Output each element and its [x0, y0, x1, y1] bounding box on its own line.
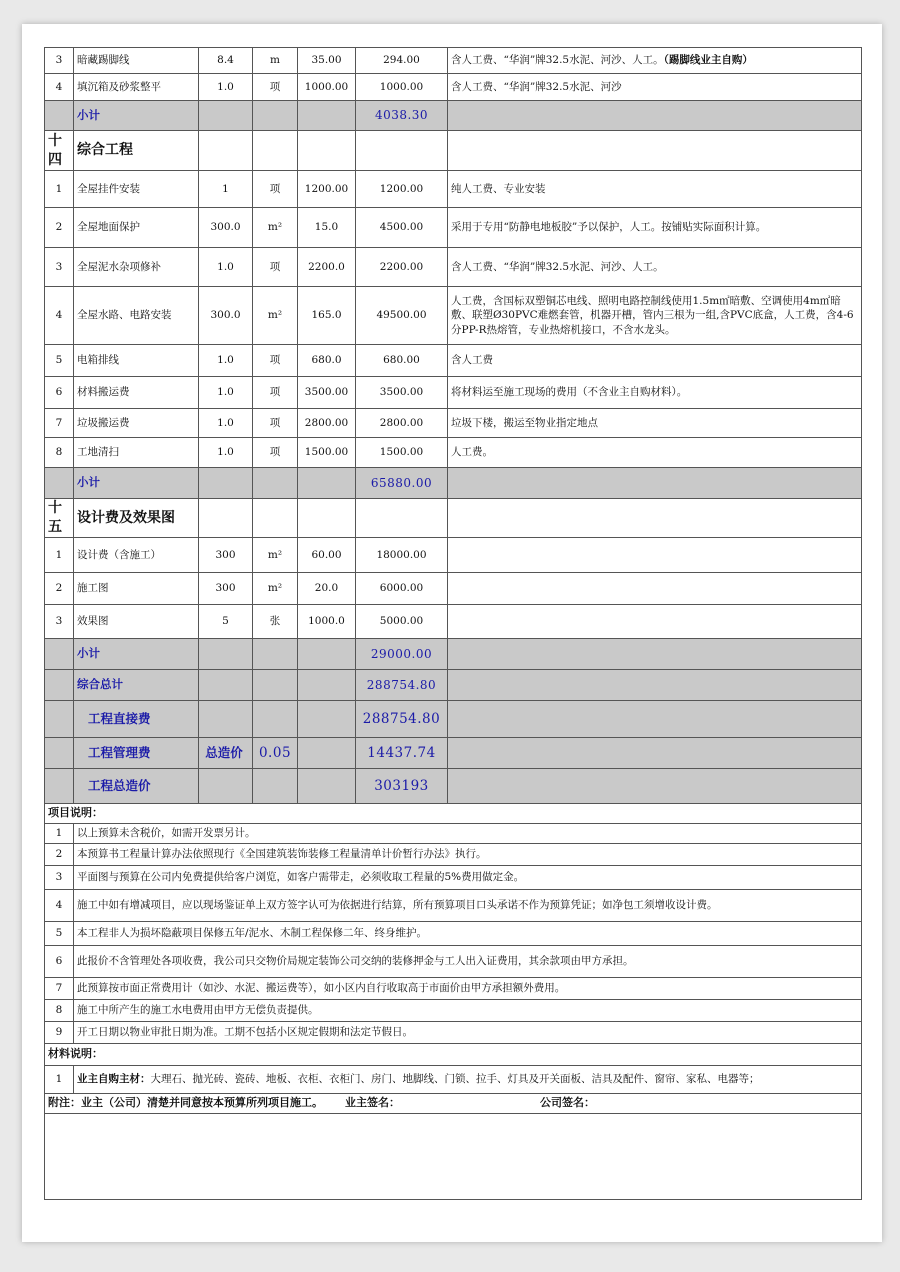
item-desc — [448, 438, 862, 468]
subtotal-row — [45, 701, 862, 738]
subtotal-row — [45, 468, 862, 499]
item-qty: 1.0 — [199, 377, 253, 409]
item-price: 3500.00 — [298, 377, 356, 409]
note-row — [45, 824, 862, 844]
footer-cell — [45, 1094, 862, 1114]
subtotal-label: 工程直接费 — [74, 701, 199, 738]
item-amount: 680.00 — [356, 345, 448, 377]
item-desc — [448, 377, 862, 409]
subtotal-amount: 4038.30 — [356, 101, 448, 131]
item-qty: 300.0 — [199, 287, 253, 345]
note-row — [45, 922, 862, 946]
item-unit: 项 — [253, 171, 298, 208]
item-qty: 1.0 — [199, 345, 253, 377]
material-row — [45, 1066, 862, 1094]
note-row — [45, 866, 862, 890]
section-header — [45, 499, 862, 538]
footer-note: 附注：业主（公司）清楚并同意按本预算所列项目施工。 — [48, 1096, 323, 1110]
item-desc-text: 含人工费、“华润”牌32.5水泥、河沙、人工。 — [451, 54, 664, 67]
item-qty: 8.4 — [199, 48, 253, 74]
item-price: 2800.00 — [298, 409, 356, 438]
item-desc — [448, 573, 862, 605]
subtotal-label: 工程总造价 — [74, 769, 199, 804]
item-row — [45, 287, 862, 345]
note-no: 3 — [45, 866, 74, 890]
note-text: 本预算书工程量计算办法依照现行《全国建筑装饰装修工程量清单计价暂行办法》执行。 — [74, 844, 862, 866]
section-no: 十四 — [45, 131, 74, 171]
material-text — [74, 1066, 862, 1094]
item-price: 2200.0 — [298, 248, 356, 287]
item-name: 全屋泥水杂项修补 — [74, 248, 199, 287]
note-no: 4 — [45, 890, 74, 922]
subtotal-amount: 288754.80 — [356, 701, 448, 738]
subtotal-label: 小计 — [74, 639, 199, 670]
subtotal-label: 小计 — [74, 468, 199, 499]
item-no: 1 — [45, 171, 74, 208]
item-price: 1000.00 — [298, 74, 356, 101]
item-unit: 项 — [253, 409, 298, 438]
item-amount: 1000.00 — [356, 74, 448, 101]
item-no: 6 — [45, 377, 74, 409]
item-unit: m² — [253, 208, 298, 248]
item-no: 1 — [45, 538, 74, 573]
item-price: 60.00 — [298, 538, 356, 573]
item-qty: 300.0 — [199, 208, 253, 248]
item-name: 材料搬运费 — [74, 377, 199, 409]
item-no: 7 — [45, 409, 74, 438]
item-price: 165.0 — [298, 287, 356, 345]
mgmt-fee-rate: 0.05 — [253, 738, 298, 769]
item-amount: 18000.00 — [356, 538, 448, 573]
mgmt-fee-amount: 14437.74 — [356, 738, 448, 769]
item-desc-text: 纯人工费、专业安装 — [451, 182, 546, 195]
item-price: 1200.00 — [298, 171, 356, 208]
item-price: 1500.00 — [298, 438, 356, 468]
note-text: 开工日期以物业审批日期为准。工期不包括小区规定假期和法定节假日。 — [74, 1022, 862, 1044]
section-no: 十五 — [45, 499, 74, 538]
item-row — [45, 605, 862, 639]
notes-heading-row — [45, 804, 862, 824]
mgmt-fee-basis: 总造价 — [199, 738, 253, 769]
item-no: 5 — [45, 345, 74, 377]
footer-row — [45, 1094, 862, 1114]
item-price: 1000.0 — [298, 605, 356, 639]
item-desc-text: 人工费，含国标双塑铜芯电线、照明电路控制线使用1.5m㎡暗敷、空调使用4m㎡暗敷、联塑Ø30PVC难燃套管，机器开槽，管内三根为一组,含PVC底盒，人工费，含4-6分PP-R热熔管，专业热熔机接口，不含水龙头。 — [451, 295, 854, 336]
item-unit: 项 — [253, 248, 298, 287]
item-desc — [448, 287, 862, 345]
item-desc-text: 采用于专用“防静电地板胶”予以保护，人工。按铺贴实际面积计算。 — [451, 221, 767, 234]
item-qty: 1.0 — [199, 409, 253, 438]
item-price: 15.0 — [298, 208, 356, 248]
item-no: 4 — [45, 74, 74, 101]
subtotal-row — [45, 639, 862, 670]
note-row — [45, 844, 862, 866]
material-label: 业主自购主材： — [77, 1073, 151, 1086]
material-list: 大理石、抛光砖、瓷砖、地板、衣柜、衣柜门、房门、地脚线、门锁、拉手、灯具及开关面板、洁具及配件、窗帘、家私、电器等； — [150, 1073, 760, 1086]
item-row — [45, 438, 862, 468]
item-name: 暗藏踢脚线 — [74, 48, 199, 74]
item-row — [45, 48, 862, 74]
section-header — [45, 131, 862, 171]
note-no: 7 — [45, 978, 74, 1000]
material-notes-heading: 材料说明： — [45, 1044, 862, 1066]
item-name: 效果图 — [74, 605, 199, 639]
item-row — [45, 377, 862, 409]
item-name: 施工图 — [74, 573, 199, 605]
item-row — [45, 171, 862, 208]
item-no: 3 — [45, 48, 74, 74]
note-row — [45, 978, 862, 1000]
item-desc-text: 含人工费、“华润”牌32.5水泥、河沙、人工。 — [451, 260, 664, 273]
item-no: 4 — [45, 287, 74, 345]
item-unit: m — [253, 48, 298, 74]
item-desc-text: 人工费。 — [451, 446, 493, 459]
subtotal-row — [45, 769, 862, 804]
note-no: 6 — [45, 946, 74, 978]
blank-row — [45, 1114, 862, 1200]
item-desc — [448, 48, 862, 74]
item-name: 填沉箱及砂浆整平 — [74, 74, 199, 101]
subtotal-amount: 288754.80 — [356, 670, 448, 701]
item-qty: 300 — [199, 538, 253, 573]
item-desc — [448, 605, 862, 639]
item-qty: 1 — [199, 171, 253, 208]
item-desc-text: 垃圾下楼，搬运至物业指定地点 — [451, 416, 598, 429]
note-text: 施工中所产生的施工水电费用由甲方无偿负责提供。 — [74, 1000, 862, 1022]
note-row — [45, 1000, 862, 1022]
note-text: 平面图与预算在公司内免费提供给客户浏览，如客户需带走，必须收取工程量的5%费用做定金。 — [74, 866, 862, 890]
item-no: 2 — [45, 208, 74, 248]
item-name: 全屋地面保护 — [74, 208, 199, 248]
note-no: 8 — [45, 1000, 74, 1022]
item-desc — [448, 74, 862, 101]
item-amount: 2200.00 — [356, 248, 448, 287]
item-unit: 项 — [253, 438, 298, 468]
item-qty: 1.0 — [199, 248, 253, 287]
material-heading-row — [45, 1044, 862, 1066]
item-amount: 294.00 — [356, 48, 448, 74]
project-notes-heading: 项目说明： — [45, 804, 862, 824]
item-desc — [448, 345, 862, 377]
budget-table — [44, 47, 862, 1200]
owner-signature-label: 业主签名： — [345, 1096, 400, 1110]
item-unit: 项 — [253, 345, 298, 377]
item-no: 3 — [45, 605, 74, 639]
item-qty: 5 — [199, 605, 253, 639]
item-name: 工地清扫 — [74, 438, 199, 468]
subtotal-row — [45, 670, 862, 701]
item-qty: 1.0 — [199, 74, 253, 101]
note-text: 以上预算未含税价，如需开发票另计。 — [74, 824, 862, 844]
item-amount: 4500.00 — [356, 208, 448, 248]
note-row — [45, 890, 862, 922]
note-no: 9 — [45, 1022, 74, 1044]
item-desc — [448, 538, 862, 573]
item-no: 3 — [45, 248, 74, 287]
item-desc — [448, 409, 862, 438]
subtotal-amount: 65880.00 — [356, 468, 448, 499]
item-row — [45, 409, 862, 438]
item-row — [45, 345, 862, 377]
item-amount: 1500.00 — [356, 438, 448, 468]
item-unit: 项 — [253, 377, 298, 409]
item-price: 20.0 — [298, 573, 356, 605]
note-text: 本工程非人为损坏隐蔽项目保修五年/泥水、木制工程保修二年、终身维护。 — [74, 922, 862, 946]
item-row — [45, 538, 862, 573]
item-amount: 1200.00 — [356, 171, 448, 208]
note-no: 5 — [45, 922, 74, 946]
item-row — [45, 248, 862, 287]
item-qty: 300 — [199, 573, 253, 605]
company-signature-label: 公司签名： — [540, 1096, 595, 1110]
item-row — [45, 208, 862, 248]
note-no: 2 — [45, 844, 74, 866]
item-amount: 6000.00 — [356, 573, 448, 605]
subtotal-row — [45, 101, 862, 131]
subtotal-label: 综合总计 — [74, 670, 199, 701]
material-no: 1 — [45, 1066, 74, 1094]
item-desc-text: 将材料运至施工现场的费用（不含业主自购材料）。 — [451, 386, 688, 399]
note-no: 1 — [45, 824, 74, 844]
item-unit: m² — [253, 538, 298, 573]
item-name: 全屋挂件安装 — [74, 171, 199, 208]
section-title: 设计费及效果图 — [74, 499, 199, 538]
subtotal-label: 小计 — [74, 101, 199, 131]
note-row — [45, 1022, 862, 1044]
item-name: 设计费（含施工） — [74, 538, 199, 573]
item-no: 2 — [45, 573, 74, 605]
item-amount: 2800.00 — [356, 409, 448, 438]
item-name: 电箱排线 — [74, 345, 199, 377]
subtotal-amount: 29000.00 — [356, 639, 448, 670]
section-title: 综合工程 — [74, 131, 199, 171]
item-row — [45, 74, 862, 101]
subtotal-amount: 303193 — [356, 769, 448, 804]
item-desc-text: 含人工费 — [451, 354, 493, 367]
note-text: 施工中如有增减项目，应以现场鉴证单上双方签字认可为依据进行结算，所有预算项目口头承诺不作为预算凭证；如净包工须增收设计费。 — [74, 890, 862, 922]
item-desc — [448, 208, 862, 248]
item-amount: 5000.00 — [356, 605, 448, 639]
item-unit: 项 — [253, 74, 298, 101]
item-desc-note: （踢脚线业主自购） — [663, 54, 753, 67]
item-unit: 张 — [253, 605, 298, 639]
item-qty: 1.0 — [199, 438, 253, 468]
item-desc-text: 含人工费、“华润”牌32.5水泥、河沙 — [451, 80, 622, 93]
note-text: 此预算按市面正常费用计（如沙、水泥、搬运费等），如小区内自行收取高于市面价由甲方承担额外费用。 — [74, 978, 862, 1000]
item-name: 垃圾搬运费 — [74, 409, 199, 438]
item-no: 8 — [45, 438, 74, 468]
item-desc — [448, 171, 862, 208]
signature-area — [45, 1114, 862, 1200]
management-fee-row — [45, 738, 862, 769]
item-unit: m² — [253, 287, 298, 345]
item-price: 680.0 — [298, 345, 356, 377]
note-text: 此报价不含管理处各项收费，我公司只交物价局规定装饰公司交纳的装修押金与工人出入证费用，其余款项由甲方承担。 — [74, 946, 862, 978]
item-name: 全屋水路、电路安装 — [74, 287, 199, 345]
item-amount: 49500.00 — [356, 287, 448, 345]
item-row — [45, 573, 862, 605]
note-row — [45, 946, 862, 978]
item-unit: m² — [253, 573, 298, 605]
item-amount: 3500.00 — [356, 377, 448, 409]
item-desc — [448, 248, 862, 287]
item-price: 35.00 — [298, 48, 356, 74]
mgmt-fee-label: 工程管理费 — [74, 738, 199, 769]
